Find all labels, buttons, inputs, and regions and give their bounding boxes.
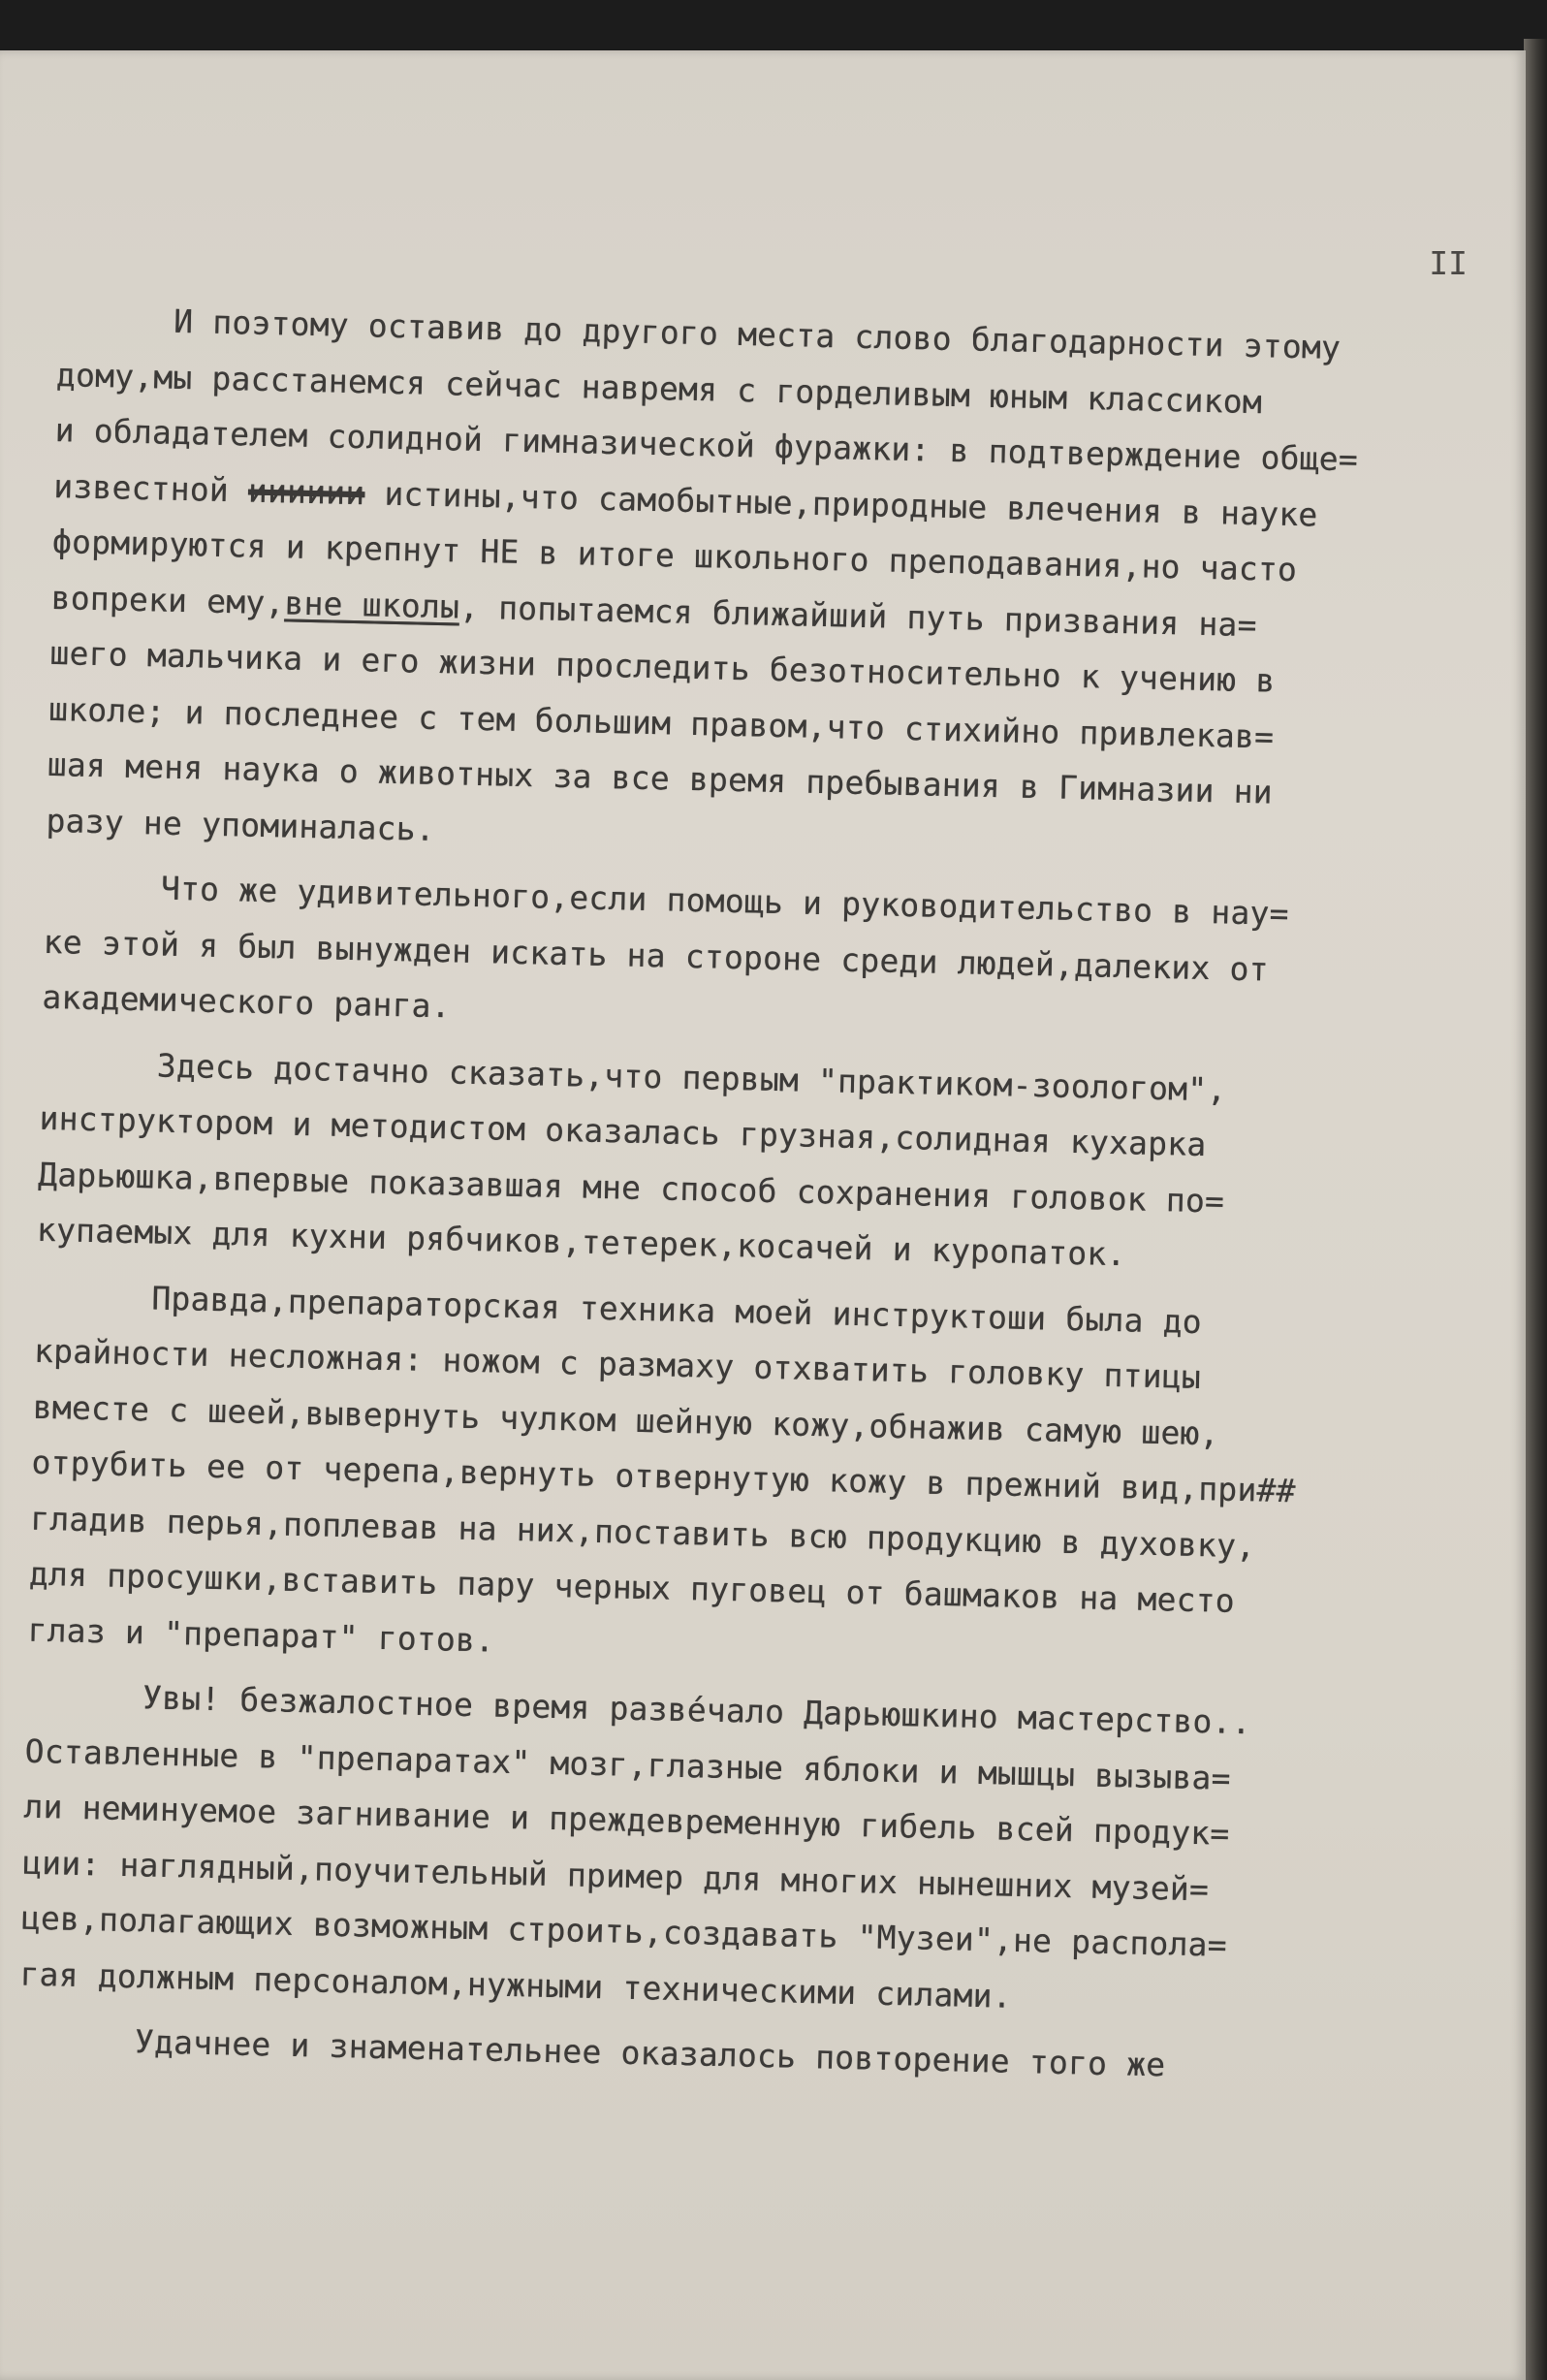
text-line: формируются и крепнут НЕ в итоге школьного преподавания,но часто	[51, 522, 1298, 589]
text-line: Здесь достачно сказать,что первым "практиком-зоологом",	[156, 1046, 1227, 1109]
text-line: шего мальчика и его жизни проследить безотносительно к учению в	[49, 633, 1276, 700]
text-line: Дарьюшка,впервые показавшая мне способ сохранения головок по=	[37, 1155, 1225, 1221]
text-fragment: истины,что самобытные,природные влечения в науке	[364, 473, 1318, 534]
struck-out-word: ииииии	[247, 471, 365, 512]
text-fragment: вопреки ему,	[50, 578, 286, 621]
text-line: гладив перья,поплевав на них,поставить всю продукцию в духовку,	[29, 1499, 1256, 1565]
text-line: Увы! безжалостное время развéчало Дарьюшкино мастерство..	[142, 1678, 1252, 1742]
page-number: II	[1429, 244, 1468, 282]
text-line: и обладателем солидной гимназической фуражки: в подтверждение обще=	[54, 410, 1359, 479]
text-line: И поэтому оставив до другого места слово благодарности этому	[173, 301, 1342, 367]
page-text	[17, 291, 1453, 2099]
text-line: цев,полагающих возможным строить,создавать "Музеи",не распола=	[20, 1898, 1228, 1964]
text-line: глаз и "препарат" готов.	[27, 1610, 495, 1660]
text-line: ции: наглядный,поучительный пример для многих нынешних музей=	[21, 1843, 1210, 1908]
text-line: инструктором и методистом оказалась грузная,солидная кухарка	[39, 1098, 1207, 1164]
text-line: академического ранга.	[42, 977, 452, 1026]
text-line: крайности несложная: ножом с размаху отхватить головку птицы	[33, 1331, 1202, 1397]
text-line: шая меня наука о животных за все время пребывания в Гимназии ни	[47, 745, 1274, 811]
text-line: ли неминуемое загнивание и преждевременную гибель всей продук=	[23, 1787, 1230, 1853]
text-line: дому,мы расстанемся сейчас навремя с горделивым юным классиком	[55, 355, 1263, 421]
text-line: отрубить ее от черепа,вернуть отвернутую кожу в прежний вид,при##	[31, 1443, 1297, 1510]
typewritten-page	[0, 50, 1526, 2380]
text-line: вместе с шеей,вывернуть чулком шейную кожу,обнажив самую шею,	[32, 1387, 1220, 1452]
text-line: Удачнее и знаменательнее оказалось повторение того же	[134, 2022, 1166, 2084]
text-line: школе; и последнее с тем большим правом,что стихийно привлекав=	[47, 689, 1275, 756]
underlined-phrase: вне школы	[284, 583, 460, 625]
text-line: Правда,препараторская техника моей инструктоши была до	[151, 1278, 1203, 1341]
text-fragment: известной	[52, 466, 249, 509]
text-fragment: , попытаемся ближайший путь призвания на=	[458, 587, 1258, 644]
text-line: Оставленные в "препаратах" мозг,глазные яблоки и мышцы вызыва=	[24, 1731, 1232, 1797]
text-line: для просушки,вставить пару черных пуговец от башмаков на место	[28, 1554, 1236, 1620]
text-line: купаемых для кухни рябчиков,тетерек,косачей и куропаток.	[36, 1210, 1126, 1274]
text-line: разу не упоминалась.	[46, 801, 436, 848]
text-line: ке этой я был вынужден искать на стороне среди людей,далеких от	[43, 922, 1270, 989]
text-line: гая должным персоналом,нужными техническими силами.	[19, 1954, 1013, 2015]
binding-spine	[1524, 39, 1547, 2380]
text-line: Что же удивительного,если помощь и руководительство в нау=	[160, 869, 1290, 933]
